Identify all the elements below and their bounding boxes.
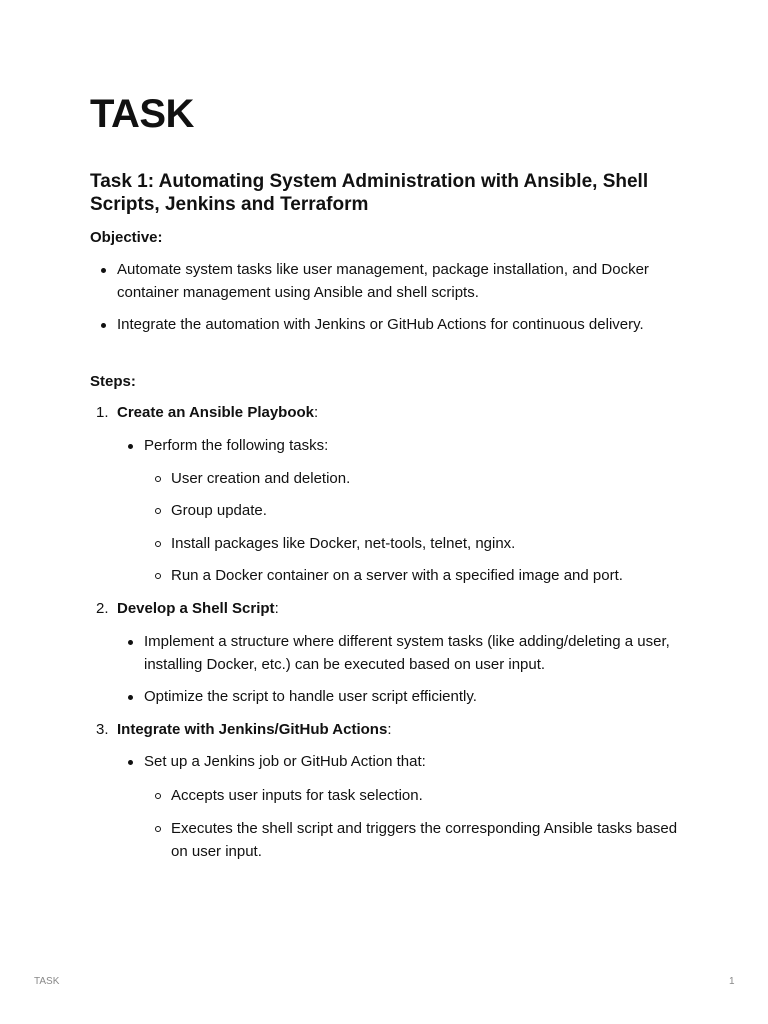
step-suffix: : <box>274 600 279 617</box>
list-item: Implement a structure where different system tasks (like adding/deleting a user, installing Docker, etc.) can be executed based on user input. <box>144 633 670 673</box>
objective-item: Integrate the automation with Jenkins or GitHub Actions for continuous delivery. <box>117 316 644 333</box>
bullet-icon <box>128 695 133 700</box>
sub-list-item: Run a Docker container on a server with a specified image and port. <box>171 567 623 584</box>
bullet-icon <box>128 640 133 645</box>
circle-bullet-icon <box>155 476 161 482</box>
step-number: 3. <box>96 721 109 738</box>
step-number: 2. <box>96 600 109 617</box>
step-title: Create an Ansible Playbook <box>117 404 315 421</box>
footer-page-number: 1 <box>729 976 735 987</box>
circle-bullet-icon <box>155 826 161 832</box>
circle-bullet-icon <box>155 541 161 547</box>
sub-list-item: Accepts user inputs for task selection. <box>171 787 423 804</box>
step-title: Integrate with Jenkins/GitHub Actions <box>117 721 388 738</box>
step-heading <box>117 401 677 424</box>
circle-bullet-icon <box>155 793 161 799</box>
step-title: Develop a Shell Script <box>117 600 275 617</box>
list-item: Set up a Jenkins job or GitHub Action that: <box>144 753 426 770</box>
task-heading: Task 1: Automating System Administration with Ansible, Shell Scripts, Jenkins and Terraform <box>90 171 649 215</box>
step-suffix: : <box>387 721 392 738</box>
circle-bullet-icon <box>155 573 161 579</box>
steps-label: Steps: <box>90 373 136 390</box>
bullet-icon <box>101 268 106 273</box>
page-title: TASK <box>90 92 194 136</box>
sub-list-item: Group update. <box>171 502 267 519</box>
list-item: Perform the following tasks: <box>144 437 329 454</box>
sub-list-item: User creation and deletion. <box>171 470 351 487</box>
sub-list-item: Executes the shell script and triggers the corresponding Ansible tasks based on user input. <box>171 820 678 860</box>
footer-doc-title: TASK <box>34 976 60 987</box>
bullet-icon <box>128 760 133 765</box>
bullet-icon <box>101 323 106 328</box>
bullet-icon <box>128 444 133 449</box>
step-heading <box>117 718 677 741</box>
step-number: 1. <box>96 404 109 421</box>
step-suffix: : <box>314 404 319 421</box>
list-item: Optimize the script to handle user script efficiently. <box>144 688 477 705</box>
sub-list-item: Install packages like Docker, net-tools, telnet, nginx. <box>171 535 516 552</box>
objective-item: Automate system tasks like user management, package installation, and Docker container management using Ansible and shell scripts. <box>117 261 649 301</box>
step-heading <box>117 597 677 620</box>
objective-label: Objective: <box>90 229 163 246</box>
circle-bullet-icon <box>155 508 161 514</box>
